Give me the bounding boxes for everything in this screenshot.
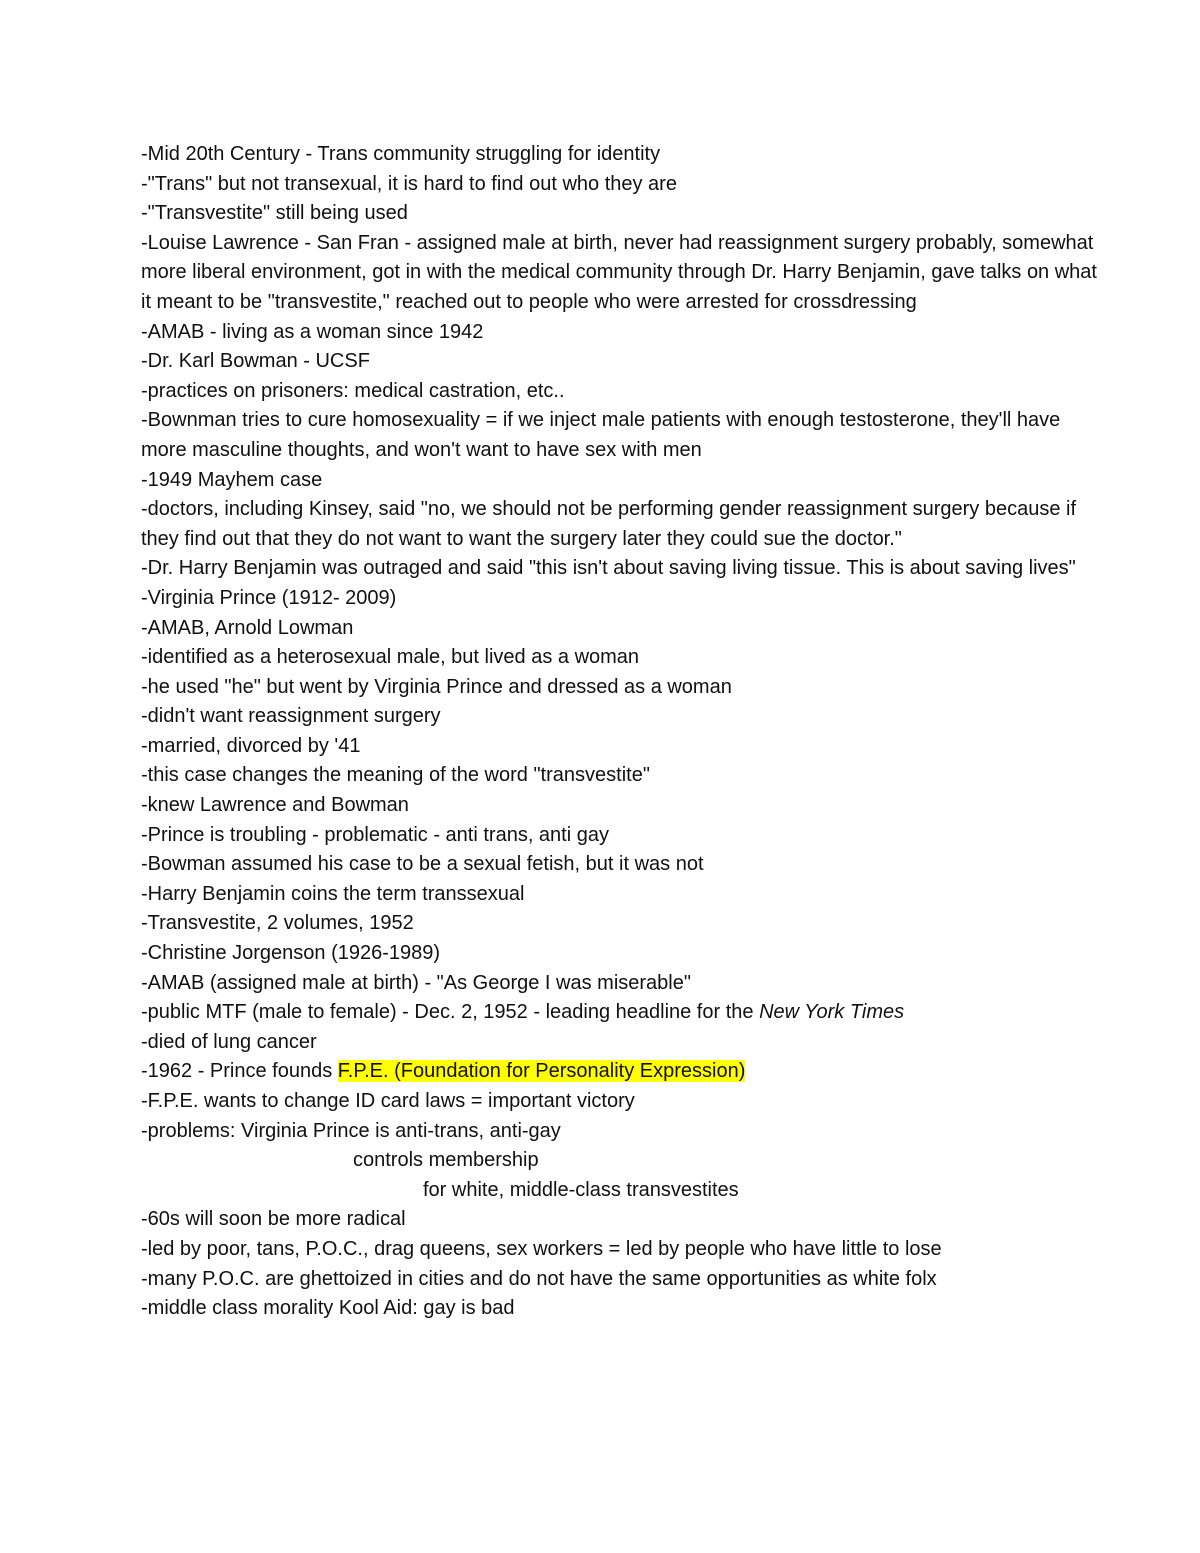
- note-line: -AMAB - living as a woman since 1942: [141, 320, 484, 343]
- note-line: -Prince is troubling - problematic - anti trans, anti gay: [141, 823, 609, 846]
- note-line: -didn't want reassignment surgery: [141, 705, 441, 728]
- note-line: -Harry Benjamin coins the term transsexual: [141, 882, 525, 905]
- note-line: -this case changes the meaning of the word "transvestite": [141, 764, 650, 787]
- note-line: -he used "he" but went by Virginia Prince and dressed as a woman: [141, 675, 732, 698]
- indented-note-line: for white, middle-class transvestites: [423, 1178, 739, 1201]
- mtf-line-text: -public MTF (male to female) - Dec. 2, 1952 - leading headline for the: [141, 1001, 760, 1024]
- note-line: -AMAB, Arnold Lowman: [141, 616, 354, 639]
- note-line: -practices on prisoners: medical castration, etc..: [141, 379, 565, 402]
- note-line: -Transvestite, 2 volumes, 1952: [141, 912, 414, 935]
- note-line: -"Transvestite" still being used: [141, 202, 408, 225]
- note-line: -Bownman tries to cure homosexuality = if we inject male patients with enough testosterone, they'll have more masculine thoughts, and won't want to have sex with men: [141, 409, 1061, 461]
- note-line: -many P.O.C. are ghettoized in cities and do not have the same opportunities as white folx: [141, 1267, 937, 1290]
- note-line: -AMAB (assigned male at birth) - "As George I was miserable": [141, 971, 691, 994]
- note-line: -Mid 20th Century - Trans community struggling for identity: [141, 143, 661, 165]
- note-line: -"Trans" but not transexual, it is hard to find out who they are: [141, 172, 677, 195]
- note-line: -led by poor, tans, P.O.C., drag queens, sex workers = led by people who have little to lose: [141, 1237, 942, 1260]
- note-line: -middle class morality Kool Aid: gay is bad: [141, 1297, 515, 1320]
- note-line: -problems: Virginia Prince is anti-trans, anti-gay: [141, 1119, 561, 1142]
- mtf-line: [141, 998, 1100, 1028]
- note-line: -Christine Jorgenson (1926-1989): [141, 942, 441, 965]
- note-line: -identified as a heterosexual male, but lived as a woman: [141, 646, 640, 669]
- note-line: -Louise Lawrence - San Fran - assigned male at birth, never had reassignment surgery probably, somewhat more liberal environment, got in with the medical community through Dr. Harry Benjamin, gave talks on what it meant to be "transvestite," reached out to people who were arrested for crossdressing: [141, 231, 1097, 313]
- note-line: -Dr. Karl Bowman - UCSF: [141, 350, 370, 373]
- note-line: -married, divorced by '41: [141, 734, 361, 757]
- newspaper-title: New York Times: [759, 1001, 905, 1024]
- indented-note-line: controls membership: [353, 1149, 539, 1172]
- note-line: -Bowman assumed his case to be a sexual fetish, but it was not: [141, 853, 704, 876]
- note-line: -Virginia Prince (1912- 2009): [141, 586, 397, 609]
- note-line: -Dr. Harry Benjamin was outraged and said "this isn't about saving living tissue. This is about saving lives": [141, 557, 1076, 580]
- note-line: -60s will soon be more radical: [141, 1208, 406, 1231]
- highlighted-text: F.P.E. (Foundation for Personality Expression): [337, 1060, 746, 1083]
- note-line: -1949 Mayhem case: [141, 468, 323, 491]
- note-line: -F.P.E. wants to change ID card laws = important victory: [141, 1090, 635, 1112]
- fpe-line-text: -1962 - Prince founds: [141, 1060, 338, 1083]
- note-line: -died of lung cancer: [141, 1030, 317, 1053]
- note-line: -doctors, including Kinsey, said "no, we should not be performing gender reassignment surgery because if they find out that they do not want to want the surgery later they could sue the doctor.": [141, 498, 1077, 550]
- note-line: -knew Lawrence and Bowman: [141, 794, 409, 817]
- fpe-line: [141, 1057, 1100, 1087]
